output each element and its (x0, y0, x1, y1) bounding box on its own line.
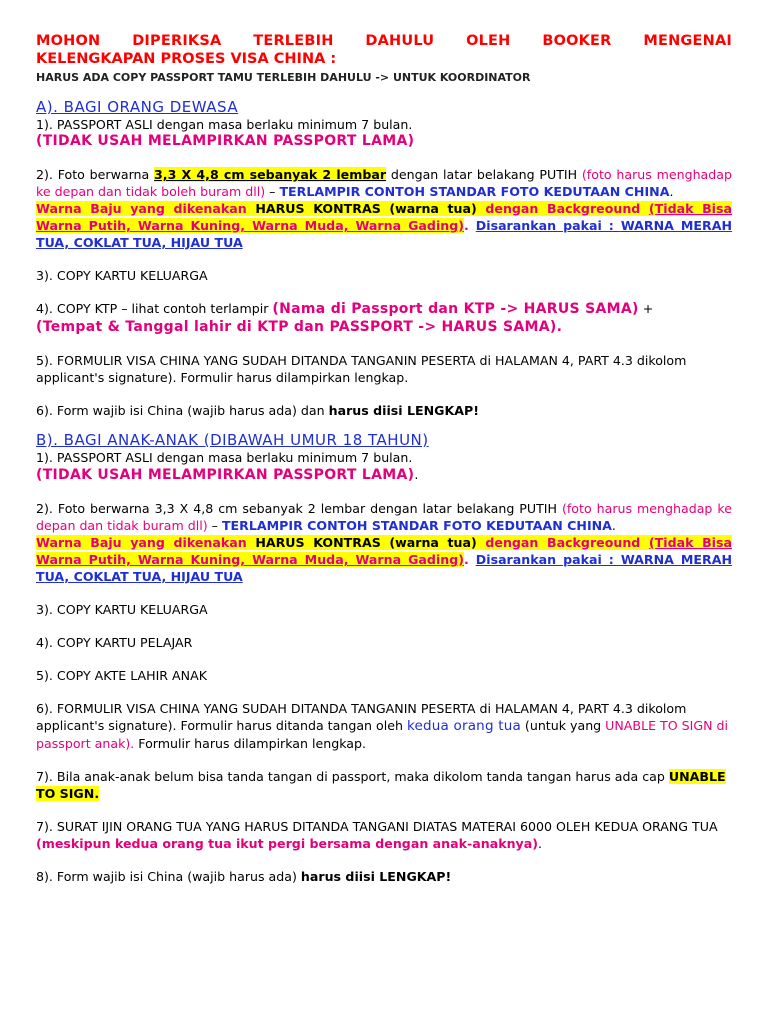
a2-dot: . (669, 184, 674, 199)
b6-b: kedua orang tua (406, 718, 521, 734)
a-clothes-a: Warna Baju yang dikenakan (36, 201, 256, 216)
b7-b: UNABLE TO SIGN. (36, 769, 726, 801)
b-clothes-g: WARNA MERAH TUA, COKLAT TUA, HIJAU TUA (36, 552, 733, 584)
a2-note: (foto harus menghadap ke depan dan tidak boleh buram dll) (36, 167, 732, 199)
a-clothes-c: dengan Backgreound (476, 201, 649, 216)
b6-d: UNABLE TO SIGN di passport anak). (36, 718, 729, 751)
a-clothes-g: WARNA MERAH TUA, COKLAT TUA, HIJAU TUA (36, 218, 733, 250)
a2-prefix: 2). Foto berwarna (36, 167, 155, 182)
a-clothes-f: Disarankan pakai : (475, 218, 621, 233)
section-a-item4 (36, 300, 732, 336)
section-b-item7b (36, 818, 732, 852)
section-a-clothes (36, 200, 732, 251)
section-b-item2 (36, 500, 732, 534)
a6-prefix: 6). Form wajib isi China (wajib harus ada) dan (36, 403, 329, 418)
section-a-item3: 3). COPY KARTU KELUARGA (36, 268, 208, 283)
a4-note1: (Nama di Passport dan KTP -> HARUS SAMA) (272, 301, 639, 317)
b-clothes-b: HARUS KONTRAS (warna tua) (255, 535, 477, 550)
b7-a: 7). Bila anak-anak belum bisa tanda tangan di passport, maka dikolom tanda tangan harus ada cap (36, 769, 669, 784)
a-clothes-e: . (464, 218, 476, 233)
a-clothes-b: HARUS KONTRAS (warna tua) (255, 201, 477, 216)
b2-dash: – (207, 518, 222, 533)
a2-dash: – (265, 184, 280, 199)
b-clothes-f: Disarankan pakai : (475, 552, 621, 567)
a2-size: 3,3 X 4,8 cm sebanyak 2 lembar (154, 167, 387, 182)
b7b-a: 7). SURAT IJIN ORANG TUA YANG HARUS DITANDA TANGANI DIATAS MATERAI 6000 OLEH KEDUA ORANG TUA (36, 819, 718, 834)
section-b-item5: 5). COPY AKTE LAHIR ANAK (36, 668, 207, 683)
b-clothes-a: Warna Baju yang dikenakan (36, 535, 256, 550)
a4-note2: (Tempat & Tanggal lahir di KTP dan PASSPORT -> HARUS SAMA). (36, 319, 563, 335)
section-b-item1-note-line (36, 466, 732, 484)
a2-mid: dengan latar belakang PUTIH (386, 167, 582, 182)
b8-prefix: 8). Form wajib isi China (wajib harus ada) (36, 869, 301, 884)
document-title-line1: MOHON DIPERIKSA TERLEBIH DAHULU OLEH BOOKER MENGENAI (36, 33, 732, 49)
b7b-c: . (538, 836, 543, 851)
section-a-item2 (36, 166, 732, 200)
section-b-item3: 3). COPY KARTU KELUARGA (36, 602, 208, 617)
a4-prefix: 4). COPY KTP – lihat contoh terlampir (36, 301, 273, 316)
section-b-clothes (36, 534, 732, 585)
section-a-heading: A). BAGI ORANG DEWASA (36, 98, 239, 116)
a4-plus: + (638, 301, 654, 316)
b2-note: (foto harus menghadap ke depan dan tidak buram dll) (36, 501, 732, 533)
a6-bold: harus diisi LENGKAP! (328, 403, 479, 418)
section-b-item1: 1). PASSPORT ASLI dengan masa berlaku minimum 7 bulan. (36, 450, 413, 465)
section-b-item4: 4). COPY KARTU PELAJAR (36, 635, 193, 650)
section-a-item1: 1). PASSPORT ASLI dengan masa berlaku minimum 7 bulan. (36, 117, 413, 132)
a2-attach: TERLAMPIR CONTOH STANDAR FOTO KEDUTAAN CHINA (279, 184, 670, 199)
section-b-item7 (36, 768, 732, 802)
b-clothes-c: dengan Backgreound (476, 535, 649, 550)
section-b-item8 (36, 868, 732, 885)
b2-prefix: 2). Foto berwarna 3,3 X 4,8 cm sebanyak 2 lembar dengan latar belakang PUTIH (36, 501, 562, 516)
b1-note: (TIDAK USAH MELAMPIRKAN PASSPORT LAMA) (36, 467, 415, 483)
b6-c: (untuk yang (520, 718, 606, 733)
a-clothes-d: (Tidak Bisa Warna Putih, Warna Kuning, Warna Muda, Warna Gading) (36, 201, 732, 233)
section-a-item6 (36, 402, 732, 419)
b2-dot: . (611, 518, 616, 533)
b6-e: Formulir harus dilampirkan lengkap. (134, 736, 367, 751)
b7b-b: (meskipun kedua orang tua ikut pergi bersama dengan anak-anaknya) (36, 836, 539, 851)
section-a-item5: 5). FORMULIR VISA CHINA YANG SUDAH DITANDA TANGANIN PESERTA di HALAMAN 4, PART 4.3 dikolom applicant's signature). Formulir harus dilampirkan lengkap. (36, 353, 687, 385)
section-b-heading: B). BAGI ANAK-ANAK (DIBAWAH UMUR 18 TAHUN) (36, 431, 429, 449)
b-clothes-e: . (464, 552, 476, 567)
b1-dot: . (414, 467, 419, 482)
document-title-line2: KELENGKAPAN PROSES VISA CHINA : (36, 51, 337, 67)
section-a-item1-note: (TIDAK USAH MELAMPIRKAN PASSPORT LAMA) (36, 133, 415, 149)
b-clothes-d: (Tidak Bisa Warna Putih, Warna Kuning, Warna Muda, Warna Gading) (36, 535, 732, 567)
section-b-item6 (36, 700, 732, 752)
b6-a: 6). FORMULIR VISA CHINA YANG SUDAH DITANDA TANGANIN PESERTA di HALAMAN 4, PART 4.3 dikolom applicant's signature). Formulir harus ditanda tangan oleh (36, 701, 687, 733)
b8-bold: harus diisi LENGKAP! (300, 869, 452, 884)
document-subtitle: HARUS ADA COPY PASSPORT TAMU TERLEBIH DAHULU -> UNTUK KOORDINATOR (36, 71, 531, 84)
b2-attach: TERLAMPIR CONTOH STANDAR FOTO KEDUTAAN CHINA (221, 518, 612, 533)
